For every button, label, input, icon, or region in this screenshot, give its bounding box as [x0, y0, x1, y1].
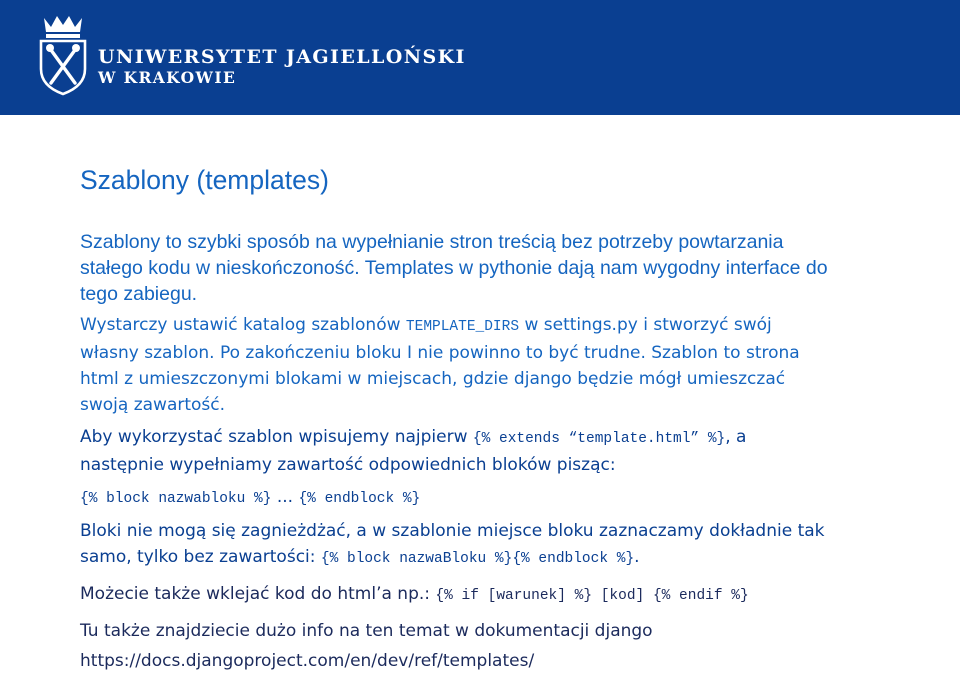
usage-line: następnie wypełniamy zawartość odpowiednich bloków pisząc: — [80, 455, 616, 475]
template-dirs-code: TEMPLATE_DIRS — [405, 319, 520, 335]
logo-name-line: UNIWERSYTET JAGIELLOŃSKI — [98, 46, 466, 68]
block-code: {% block nazwabloku %} — [80, 491, 272, 507]
settings-paragraph — [80, 312, 940, 418]
docs-paragraph — [80, 618, 940, 674]
usage-paragraph — [80, 424, 940, 512]
paste-text: Możecie także wklejać kod do html’a np.: — [80, 584, 436, 604]
usage-text: Aby wykorzystać szablon wpisujemy najpierw — [80, 427, 473, 447]
university-header-bar — [0, 0, 960, 115]
nesting-line — [80, 544, 940, 572]
logo-city-line: W KRAKOWIE — [98, 68, 237, 87]
slide-title: Szablony (templates) — [80, 165, 329, 195]
settings-line: swoją zawartość. — [80, 395, 226, 415]
docs-line: Tu także znajdziecie dużo info na ten temat w dokumentacji django — [80, 621, 653, 641]
settings-text: w settings.py i stworzyć swój — [519, 315, 772, 335]
if-code: {% if [warunek] %} [kod] {% endif %} — [435, 588, 749, 604]
usage-text: , a — [725, 427, 747, 447]
nesting-text: . — [634, 547, 640, 567]
intro-paragraph — [80, 229, 940, 307]
empty-block-code: {% block nazwaBloku %}{% endblock %} — [320, 551, 635, 567]
slide-body — [80, 229, 940, 674]
settings-line — [80, 312, 940, 340]
settings-text: Wystarczy ustawić katalog szablonów — [80, 315, 406, 335]
endblock-code: {% endblock %} — [298, 491, 421, 507]
usage-code-line — [80, 484, 940, 512]
nesting-text: samo, tylko bez zawartości: — [80, 547, 321, 567]
usage-line — [80, 424, 940, 452]
intro-line: Szablony to szybki sposób na wypełnianie stron treścią bez potrzeby powtarzania — [80, 231, 784, 253]
extends-code: {% extends “template.html” %} — [472, 431, 726, 447]
intro-line: stałego kodu w nieskończoność. Templates w pythonie dają nam wygodny interface do — [80, 257, 828, 279]
ellipsis-text: ... — [271, 487, 299, 507]
intro-line: tego zabiegu. — [80, 283, 198, 305]
settings-text: Szablon to strona — [645, 343, 800, 363]
docs-link[interactable]: https://docs.djangoproject.com/en/dev/ref/templates/ — [80, 651, 535, 671]
settings-line: html z umieszczonymi blokami w miejscach, gdzie django będzie mógł umieszczać — [80, 369, 786, 389]
settings-text: własny szablon. Po zakończeniu bloku I nie powinno to być trudne. — [80, 343, 646, 363]
nesting-line: Bloki nie mogą się zagnieżdżać, a w szablonie miejsce bloku zaznaczamy dokładnie tak — [80, 521, 825, 541]
university-logo-text — [98, 46, 466, 88]
settings-line — [80, 340, 940, 366]
paste-paragraph — [80, 581, 940, 609]
nesting-paragraph — [80, 518, 940, 572]
university-emblem-icon — [38, 14, 88, 96]
